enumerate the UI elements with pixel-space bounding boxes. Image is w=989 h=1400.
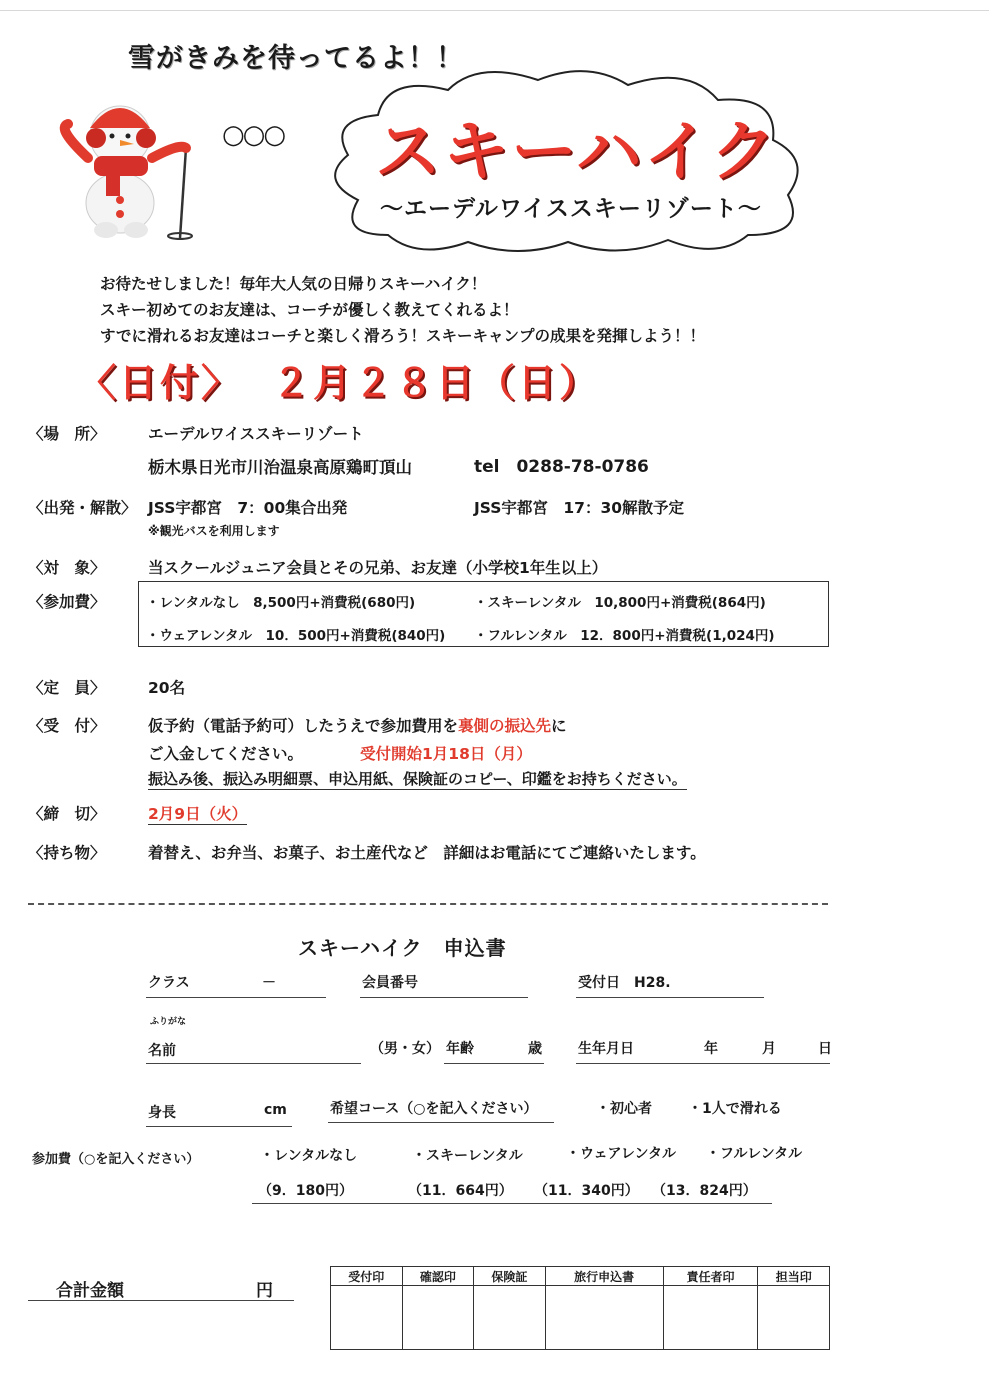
stamp-header: 担当印 (758, 1267, 830, 1286)
stamp-header: 旅行申込書 (545, 1267, 663, 1286)
thought-bubbles: ○○○ (222, 120, 285, 150)
stamp-header: 保険証 (474, 1267, 546, 1286)
return-time: JSS宇都宮 17：30解散予定 (474, 499, 685, 517)
form-title: スキーハイク 申込書 (298, 936, 507, 960)
fee-price: （13．824円） (652, 1183, 757, 1199)
class-separator: － (262, 975, 276, 991)
stamp-header: 確認印 (402, 1267, 474, 1286)
reception-date-label: 受付日 H28. (578, 975, 671, 991)
course-label: 希望コース（○を記入ください） (330, 1101, 538, 1117)
bus-note: ※観光バスを利用します (148, 524, 280, 538)
birth-label: 生年月日 (578, 1041, 634, 1057)
fee-item: ・フルレンタル 12．800円+消費税(1,024円) (474, 628, 775, 644)
intro-line-2: スキー初めてのお友達は、コーチが優しく教えてくれるよ！ (100, 301, 519, 319)
birth-year: 年 (704, 1041, 718, 1057)
stamp-cell[interactable] (402, 1286, 474, 1350)
class-field[interactable] (146, 997, 326, 998)
top-border (0, 10, 989, 11)
depart-time: JSS宇都宮 7：00集合出発 (148, 499, 348, 517)
date-value: ２月２８日（日） (272, 361, 601, 405)
gender-choice[interactable]: （男・女） (370, 1041, 440, 1057)
age-label: 年齢 (446, 1041, 474, 1057)
deadline-label: 〈締 切〉 (28, 805, 106, 823)
stamp-cell[interactable] (331, 1286, 403, 1350)
name-label: 名前 (148, 1043, 176, 1059)
birth-date-field[interactable] (576, 1063, 830, 1064)
target-label: 〈対 象〉 (28, 559, 106, 577)
stamp-table (330, 1266, 830, 1350)
fee-option-wear-rental[interactable]: ・ウェアレンタル (566, 1146, 676, 1162)
depart-label: 〈出発・解散〉 (28, 499, 137, 517)
birth-day: 日 (818, 1041, 832, 1057)
fee-price: （11．664円） (408, 1183, 513, 1199)
bank-account-note: 裏側の振込先 (458, 717, 552, 735)
course-skilled-option[interactable]: ・1人で滑れる (688, 1101, 782, 1117)
class-label: クラス (148, 975, 190, 991)
reception-line-1 (148, 714, 567, 736)
place-address: 栃木県日光市川治温泉高原鶏町頂山 (148, 458, 412, 477)
intro-line-1: お待たせしました！毎年大人気の日帰りスキーハイク！ (100, 275, 487, 293)
course-underline (328, 1122, 554, 1123)
fee-item: ・ウェアレンタル 10．500円+消費税(840円) (146, 628, 446, 644)
height-unit: cm (264, 1102, 287, 1118)
stamp-header: 責任者印 (663, 1267, 758, 1286)
fee-option-full-rental[interactable]: ・フルレンタル (706, 1146, 803, 1162)
member-number-field[interactable] (360, 997, 528, 998)
target-value: 当スクールジュニア会員とその兄弟、お友達（小学校1年生以上） (148, 559, 608, 577)
fee-option-no-rental[interactable]: ・レンタルなし (260, 1148, 358, 1164)
event-subtitle: ～エーデルワイススキーリゾート～ (380, 196, 762, 222)
reception-text: 仮予約（電話予約可）したうえで参加費用を (148, 717, 459, 735)
capacity-label: 〈定 員〉 (28, 679, 106, 697)
name-field[interactable] (146, 1063, 361, 1064)
stamp-cell[interactable] (663, 1286, 758, 1350)
tagline: 雪がきみを待ってるよ！！ (128, 43, 464, 74)
reception-start: 受付開始1月18日（月） (360, 745, 532, 763)
height-field[interactable] (146, 1126, 292, 1127)
member-label: 会員番号 (362, 975, 418, 991)
fee-price: （9．180円） (258, 1183, 353, 1199)
place-tel: tel 0288-78-0786 (474, 457, 649, 477)
course-beginner-option[interactable]: ・初心者 (596, 1101, 652, 1117)
fee-item: ・レンタルなし 8,500円+消費税(680円) (146, 595, 416, 611)
stamp-cell[interactable] (758, 1286, 830, 1350)
reception-text: に (551, 717, 567, 735)
event-date (78, 352, 600, 407)
cut-line (28, 903, 828, 905)
reception-date-field[interactable] (576, 997, 764, 998)
intro-line-3: すでに滑れるお友達はコーチと楽しく滑ろう！スキーキャンプの成果を発揮しよう！！ (100, 327, 705, 345)
furigana-label: ふりがな (150, 1017, 187, 1027)
reception-line-3: 振込み後、振込み明細票、申込用紙、保険証のコピー、印鑑をお持ちください。 (148, 770, 687, 788)
fee-underline (252, 1203, 772, 1204)
reception-line-2: ご入金してください。 (148, 745, 304, 763)
total-unit: 円 (256, 1281, 273, 1301)
stamp-cell[interactable] (545, 1286, 663, 1350)
capacity-value: 20名 (148, 679, 186, 697)
fee-label: 〈参加費〉 (28, 593, 106, 611)
fee-item: ・スキーレンタル 10,800円+消費税(864円) (474, 595, 766, 611)
total-field[interactable] (28, 1300, 294, 1301)
place-label: 〈場 所〉 (28, 425, 106, 443)
form-fee-label: 参加費（○を記入ください） (32, 1152, 200, 1167)
snowman-illustration (48, 88, 208, 248)
age-field[interactable] (444, 1063, 544, 1064)
age-unit: 歳 (528, 1041, 542, 1057)
total-label: 合計金額 (56, 1281, 124, 1301)
birth-month: 月 (762, 1041, 776, 1057)
bring-value: 着替え、お弁当、お菓子、お土産代など 詳細はお電話にてご連絡いたします。 (148, 844, 706, 862)
date-label: 〈日付〉 (78, 361, 243, 405)
event-title: スキーハイク (375, 113, 779, 190)
fee-price: （11．340円） (534, 1183, 639, 1199)
reception-label: 〈受 付〉 (28, 717, 106, 735)
deadline-value: 2月9日（火） (148, 802, 247, 825)
place-name: エーデルワイススキーリゾート (148, 425, 364, 443)
stamp-header: 受付印 (331, 1267, 403, 1286)
stamp-cell[interactable] (474, 1286, 546, 1350)
bring-label: 〈持ち物〉 (28, 844, 106, 862)
height-label: 身長 (148, 1105, 176, 1121)
fee-option-ski-rental[interactable]: ・スキーレンタル (412, 1148, 523, 1164)
